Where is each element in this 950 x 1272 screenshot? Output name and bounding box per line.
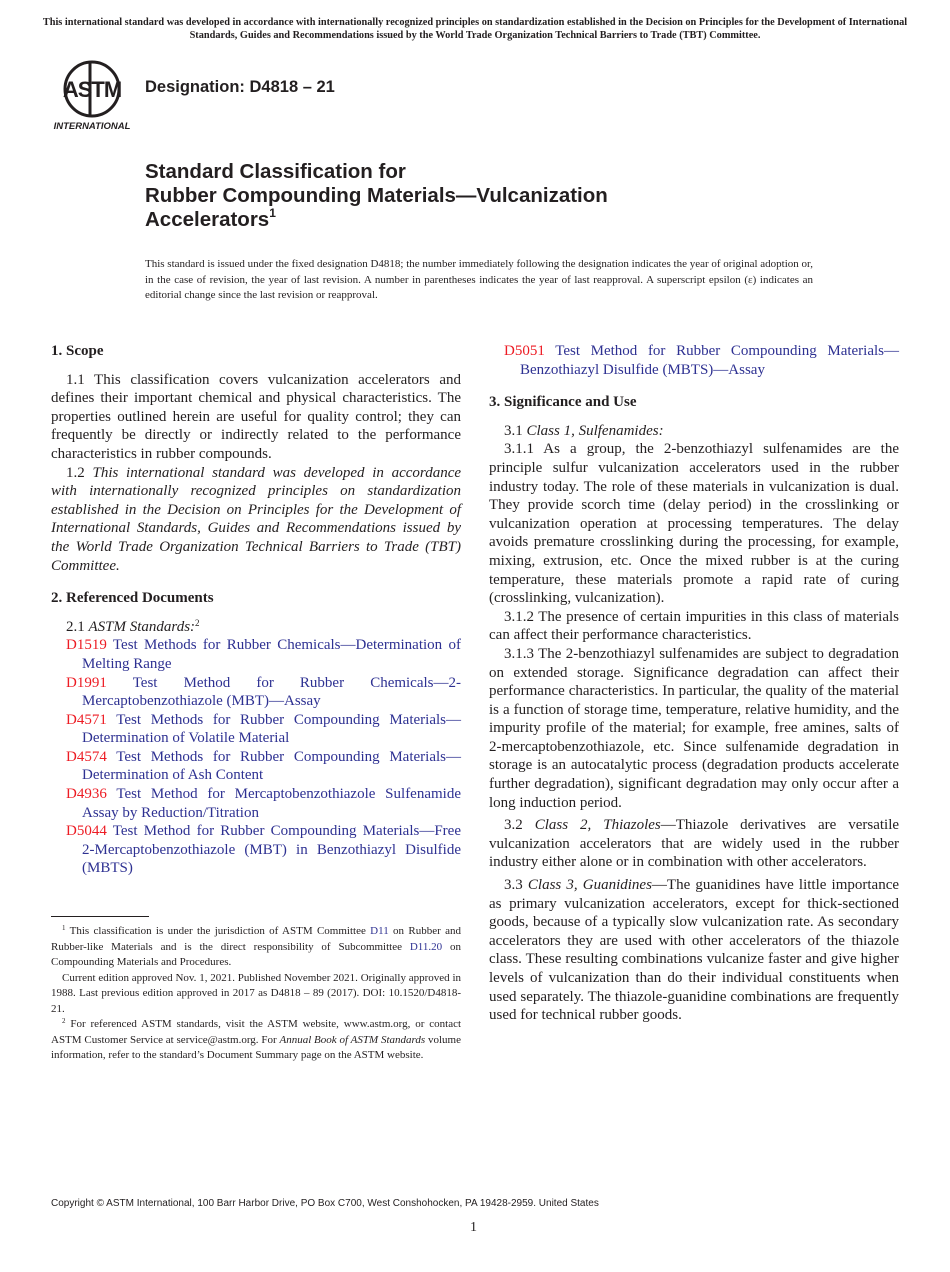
paragraph-3-1-3: 3.1.3 The 2-benzothiazyl sulfenamides are subject to degradation on extended storage. Significance degradation can affect their performance characteristics. In particular, the quality of the material is a function of storage time, temperature, relative humidity, and the impurity profile of the material; for example, free amines, salts of 2-mercaptobenzothiazole, etc. Since sulfenamide degradation in storage is an autocatalytic process (degradation products accelerate further degradation), significant degradation may only occur after a long induction period.: [489, 645, 899, 811]
footnote-mark-2[interactable]: 2: [195, 617, 200, 628]
copyright-line: Copyright © ASTM International, 100 Barr Harbor Drive, PO Box C700, West Conshohocken, PA 19428-2959. United States: [51, 1198, 599, 1209]
page-number: 1: [470, 1220, 477, 1235]
subcommittee-link[interactable]: D11.20: [409, 940, 443, 953]
footnote-2: $^2$ For referenced ASTM standards, visit the ASTM website, www.astm.org, or contact ASTM Customer Service at service@astm.org. For Annual Book of ASTM Standards volume information, refer to the standard’s Document Summary page on the ASTM website.: [51, 1017, 462, 1062]
class-1-label: 3.1 Class 1, Sulfenamides:: [504, 422, 664, 439]
reference-item[interactable]: D5051 Test Method for Rubber Compounding Materials—Benzothiazyl Disulfide (MBTS)—Assay: [504, 343, 899, 378]
title-line-1: Standard Classification for: [145, 160, 406, 183]
footnote-divider: [51, 916, 149, 917]
scope-paragraph-1-2: 1.2 This international standard was developed in accordance with internationally recognized principles on standardization established in the Decision on Principles for the Development of International Standards, Guides and Recommendations issued by the World Trade Organization Technical Barriers to Trade (TBT) Committee.: [51, 464, 462, 574]
paragraph-3-3: 3.3 Class 3, Guanidines—The guanidines have little importance as primary vulcanization accelerators, except for thick-sectioned goods, because of a typically slow vulcanization rate. As secondary accelerators they are used with other accelerators of the thiazole class. These resulting combinations vulcanize faster and give higher levels of vulcanization than do their individual constituents when used separately. The thiazole-guanidine combinations are frequently used for technical rubber goods.: [489, 877, 900, 1024]
designation: Designation: D4818 – 21: [145, 78, 335, 96]
section-significance-heading: 3. Significance and Use: [489, 394, 637, 411]
title-footnote-mark[interactable]: 1: [269, 206, 276, 220]
document-title: [145, 160, 905, 232]
reference-item[interactable]: D4574 Test Methods for Rubber Compounding Materials—Determination of Ash Content: [66, 748, 461, 784]
scope-paragraph-1-1: 1.1 This classification covers vulcanization accelerators and defines their important chemical and physical characteristics. The properties outlined herein are useful for quality control; they can frequently be directly or indirectly related to the performance characteristics in rubber compounds.: [51, 371, 461, 462]
footnote-1: $^1$ This classification is under the jurisdiction of ASTM Committee D11 on Rubber and Rubber-like Materials and is the direct responsibility of Subcommittee D11.20 on Compounding Materials and Procedures.: [51, 924, 462, 969]
header-notice: This international standard was developed in accordance with internationally recognized principles on standardization established in the Decision on Principles for the Development of International Standards, Guides and Recommendations issued by the World Trade Organization Technical Barriers to Trade (TBT) Committee.: [42, 17, 908, 41]
committee-link[interactable]: D11: [370, 925, 389, 938]
title-line-2: Rubber Compounding Materials—Vulcanization: [145, 184, 608, 207]
issued-note: This standard is issued under the fixed designation D4818; the number immediately following the designation indicates the year of original adoption or, in the case of revision, the year of last revision. A number in parentheses indicates the year of last reapproval. A superscript epsilon (ε) indicates an editorial change since the last revision or reapproval.: [145, 258, 813, 301]
svg-text:ASTM: ASTM: [62, 77, 122, 102]
reference-item[interactable]: D4936 Test Method for Mercaptobenzothiazole Sulfenamide Assay by Reduction/Titration: [66, 786, 461, 821]
reference-item[interactable]: D5044 Test Method for Rubber Compounding Materials—Free 2-Mercaptobenzothiazole (MBT) in Benzothiazyl Disulfide (MBTS): [66, 823, 461, 877]
astm-logo-icon: [52, 57, 136, 135]
right-column: [489, 342, 899, 1025]
paragraph-3-1-2: 3.1.2 The presence of certain impurities in this class of materials can affect their performance characteristics.: [489, 608, 899, 644]
title-line-3: Accelerators$^1$: [145, 206, 276, 231]
section-scope-heading: 1. Scope: [51, 343, 104, 359]
svg-text:INTERNATIONAL: INTERNATIONAL: [53, 121, 131, 132]
reference-item[interactable]: D1519 Test Methods for Rubber Chemicals—Determination of Melting Range: [66, 637, 461, 672]
section-references-heading: 2. Referenced Documents: [51, 590, 214, 607]
paragraph-3-2: 3.2 Class 2, Thiazoles—Thiazole derivatives are versatile vulcanization accelerators that are widely used in the rubber industry either alone or in combination with other accelerators.: [489, 817, 900, 871]
reference-item[interactable]: D1991 Test Method for Rubber Chemicals—2-Mercaptobenzothiazole (MBT)—Assay: [66, 674, 462, 710]
reference-item[interactable]: D4571 Test Methods for Rubber Compounding Materials—Determination of Volatile Material: [66, 711, 461, 747]
astm-standards-label: 2.1 ASTM Standards:$^2$: [66, 617, 200, 635]
left-column: [51, 342, 461, 1064]
paragraph-3-1-1: 3.1.1 As a group, the 2-benzothiazyl sulfenamides are the principle sulfur vulcanization accelerators used in the rubber industry today. The role of these materials in vulcanization is dual. They provide scorch time (delay period) in the crosslinking or vulcanization operation at processing temperatures. The delay avoids premature crosslinking during the processing, for example, mixing, extrusion, etc. Once the mixed rubber is at the curing temperature, these materials promote a rapid rate of curing (crosslinking, vulcanization).: [489, 441, 899, 607]
footnote-1-edition: Current edition approved Nov. 1, 2021. Published November 2021. Originally approved in 1988. Last previous edition approved in 2017 as D4818 – 89 (2017). DOI: 10.1520/D4818-21.: [51, 971, 461, 1015]
astm-logo: [52, 57, 136, 135]
